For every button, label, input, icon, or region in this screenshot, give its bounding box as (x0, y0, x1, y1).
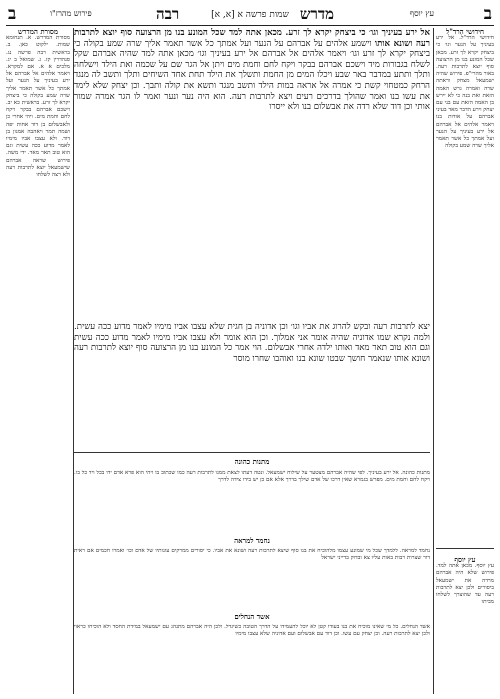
right-commentary-column (436, 28, 494, 548)
sub-notes-text: נחמד למראה. ללמדך שכל מי שמונע עצמו מלהוכיח את בנו סוף שיצא לתרבות רעה ושונא את אביו. כי יסורים ממרקים עונותיו של אדם וכו׳ ואמרו חכמים אם ראית דור שצרות רבות באות עליו צא ובדוק בדייני ישראל (74, 548, 430, 562)
notes-title: מתנות כהונה (234, 457, 270, 466)
right-bottom-title: עץ יוסף (454, 556, 476, 564)
left-commentary-text: מסורת המדרש. א. תנחומא שמות. ילקוט כאן. ב. בראשית רבה פרשה נג. סנהדרין קז. ג. שמואל ב יג. מלכים א א. אם למקרא. ויאמר אלהים אל אברהם אל ירע בעיניך על הנער ועל אמתך כל אשר תאמר אליך שרה שמע בקולה כי ביצחק יקרא לך זרע. בראשית כא יב. וישכם אברהם בבקר ויקח לחם וחמת מים. ויהי אחרי כן ולאבשלום בן דוד אחות יפה ושמה תמר ויאהבה אמנון בן דוד. ולא עצבו אביו מימיו לאמר מדוע ככה עשית וגם הוא טוב תאר מאד. ידי משה. פירוש שראה אברהם שישמעאל יוצא לתרבות רעה ולא רצה לשלחו (6, 35, 70, 179)
right-bottom-text: עץ יוסף. מכאן אתה למד. פירוש שלא היה אברהם מרדה את ישמעאל ביסורים ולכן יצא לתרבות רעה עד שהוצרך לשלחו מביתו (436, 563, 494, 606)
main-body-text: וישמע אלהים על אברהם על הנער ועל אמתך כל אשר תאמר אליך שרה שמע בקולה כי ביצחק יקרא לך זרע וגו׳ ויאמר אלהים אל אברהם אל ירע בעיניך וגו׳ מכאן אתה למד שהיה אברהם שקל לשלח בגבורות מיד וישכם אברהם בבקר ויקח לחם וחמת מים ויתן אל הגר שם על שכמה ואת הילד וישלחה ותלך ותתע במדבר באר שבע ויכלו המים מן החמת ותשלך את הילד תחת אחד השיחים ותלך ותשב לה מנגד הרחק כמטחוי קשת כי אמרה אל אראה במות הילד ותשב מנגד ותשא את קולה ותבך. וכן יצחק שלא לימד את עשו בנו ואמר שהולך בדרכים רעים ויצא לתרבות רעה. הוא היה נער ונער ואמר לו הגר אמרה שמור אותי וכן דוד שלא רדה את אבשלום בנו ולא ייסרו (74, 38, 430, 113)
main-bottom-divider (74, 452, 430, 453)
notes-text: מתנות כהונה. אל ירע בעיניך. לפי שהיה אברהם מצטער על שילוח ישמעאל. ונטה דעתו לצאת ממנו לתרבות רעה כמו שכתוב בו ויהי הוא פרא אדם ידו בכל ויד כל בו. ויקח לחם וחמת מים. מפרש בגמרא שאין דרכו של אדם שילך בדרך אלא אם כן יש בידו צידה לדרך (74, 470, 430, 484)
sub-notes-block (74, 548, 430, 606)
running-title-rabbah: רבה (156, 5, 180, 23)
left-commentary-column (6, 28, 70, 668)
right-top-title: חידושי הרד"ל (445, 28, 485, 36)
running-subtitle-right: עץ יוסף (409, 9, 434, 18)
page-number-left: ב (8, 4, 17, 24)
left-top-title: מסורת המדרש (17, 28, 58, 36)
right-divider (436, 548, 494, 549)
bottom-notes-text: אשד הנחלים. כל מי שאינו מוכיח את בנו בעודו קטן לא יוכל להעמידו על הדרך הטובה כשיגדל. ולכן היה אברהם מתנהג עם ישמעאל במידת החסד ולא הוכיחו כראוי ולכן יצא לתרבות רעה. וכן יצחק עם עשו. וכן דוד עם אבשלום ועם אדוניה שלא עצבו מימיו (74, 624, 430, 638)
bottom-notes-title: אשד הנחלים (234, 612, 270, 621)
main-midrash-text-continued (74, 322, 430, 442)
notes-text-block (74, 470, 430, 530)
right-column-rule (433, 28, 434, 694)
page-number-right: ב (483, 4, 492, 24)
main-midrash-text (74, 28, 430, 323)
main-body-text-2: יצא לתרבות רעה ובקש להרוג את אביו וגו׳ וכן אדוניה בן חגית שלא עצבו אביו מימיו לאמר מדוע ככה עשית. ולמה נקרא שמו אדוניה שהיה אומר אני אמלוך. וכן הוא אומר ולא עצבו אביו מימיו לאמר מדוע ככה עשית וגם הוא טוב תאר מאד ואותו ילדה אחרי אבשלום. הוי אמר כל המונע בנו מן הרצועה סוף יוצא לתרבות רעה ושונא אותו שנאמר חושך שבטו שונא בנו ואוהבו שחרו מוסר (74, 322, 430, 364)
running-subtitle-left: פירוש מהרז"ו (50, 9, 92, 18)
page-header (6, 4, 494, 26)
bottom-notes-block (74, 624, 430, 694)
running-parasha: שמות פרשה א [א, א] (211, 10, 289, 20)
right-commentary-text: חידושי הרד"ל. אל ירע בעיניך על הנער וגו׳ כי ביצחק יקרא לך זרע. מכאן שכל המונע בנו מן הרצועה סוף יוצא לתרבות רעה. באור מהרי"פ. פירוש שהיה ישמעאל מצחק וראתה שרה ואמרה גרש האמה הזאת ואת בנה כי לא יירש בן האמה הזאת עם בני עם יצחק וירע הדבר מאד בעיני אברהם על אודות בנו ויאמר אלהים אל אברהם אל ירע בעיניך על הנער ועל אמתך כל אשר תאמר אליך שרה שמע בקולה (436, 35, 494, 150)
sub-notes-title: נחמד למראה (234, 536, 270, 545)
main-heading-text: אל ירע בעיניך וגו׳ כי ביצחק יקרא לך זרע. מכאן אתה למד שכל המונע בנו מן הרצועה סוף יוצא לתרבות רעה ושונא אותו (74, 28, 430, 49)
running-title-midrash: מדרש (299, 5, 334, 23)
right-bottom-column (436, 556, 494, 694)
